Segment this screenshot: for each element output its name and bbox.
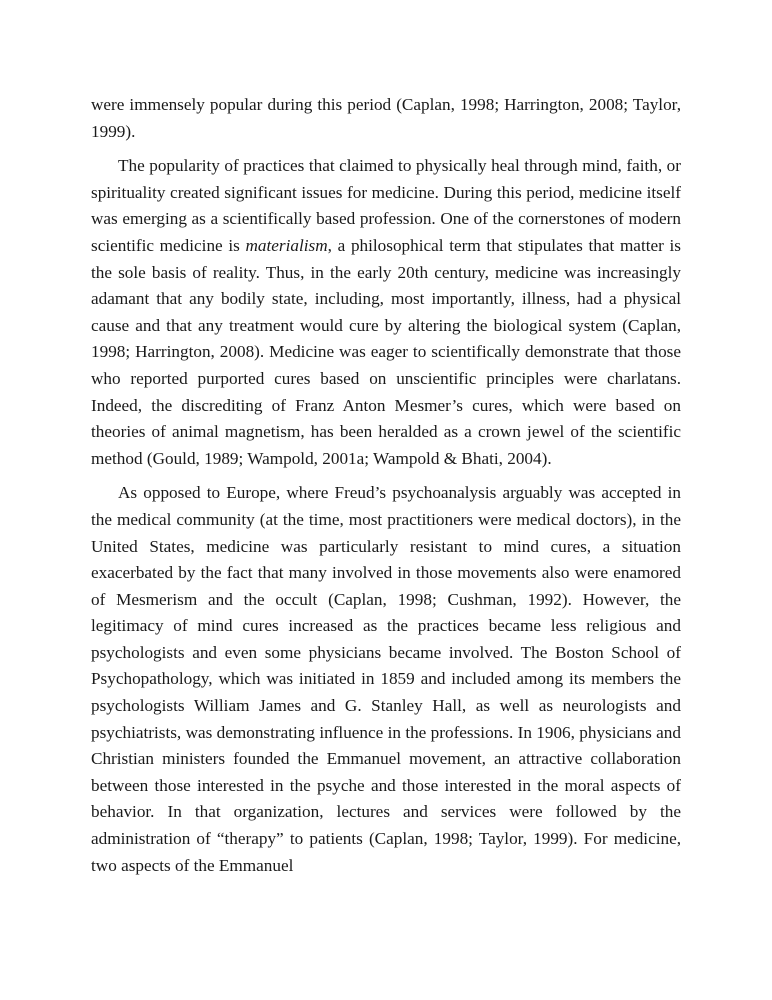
paragraph-continued (91, 92, 681, 145)
paragraph-text: were immensely popular during this period (Caplan, 1998; Harrington, 2008; Taylor, 1999). (91, 95, 681, 141)
paragraph-text: The popularity of practices that claimed to physically heal through mind, faith, or spirituality created significant issues for medicine. During this period, medicine itself was emerging as a scientifically based profession. One of the cornerstones of modern scientific medicine is (91, 156, 681, 255)
paragraph-materialism (91, 153, 681, 472)
italic-term: materialism (245, 235, 328, 255)
paragraph-text: , a philosophical term that stipulates that matter is the sole basis of reality. Thus, in the early 20th century, medicine was increasingly adamant that any bodily state, including, most importantly, illness, had a physical cause and that any treatment would cure by altering the biological system (Caplan, 1998; Harrington, 2008). Medicine was eager to scientifically demonstrate that those who reported purported cures based on unscientific principles were charlatans. Indeed, the discrediting of Franz Anton Mesmer’s cures, which were based on theories of animal magnetism, has been heralded as a crown jewel of the scientific method (Gould, 1989; Wampold, 2001a; Wampold & Bhati, 2004). (91, 235, 681, 468)
paragraph-text: As opposed to Europe, where Freud’s psychoanalysis arguably was accepted in the medical community (at the time, most practitioners were medical doctors), in the United States, medicine was particularly resistant to mind cures, a situation exacerbated by the fact that many involved in those movements also were enamored of Mesmerism and the occult (Caplan, 1998; Cushman, 1992). However, the legitimacy of mind cures increased as the practices became less religious and psychologists and even some physicians became involved. The Boston School of Psychopathology, which was initiated in 1859 and included among its members the psychologists William James and G. Stanley Hall, as well as neurologists and psychiatrists, was demonstrating influence in the professions. In 1906, physicians and Christian ministers founded the Emmanuel movement, an attractive collaboration between those interested in the psyche and those interested in the moral aspects of behavior. In that organization, lectures and services were followed by the administration of “therapy” to patients (Caplan, 1998; Taylor, 1999). For medicine, two aspects of the Emmanuel (91, 483, 681, 875)
document-page (91, 92, 681, 887)
paragraph-mind-cures (91, 480, 681, 879)
